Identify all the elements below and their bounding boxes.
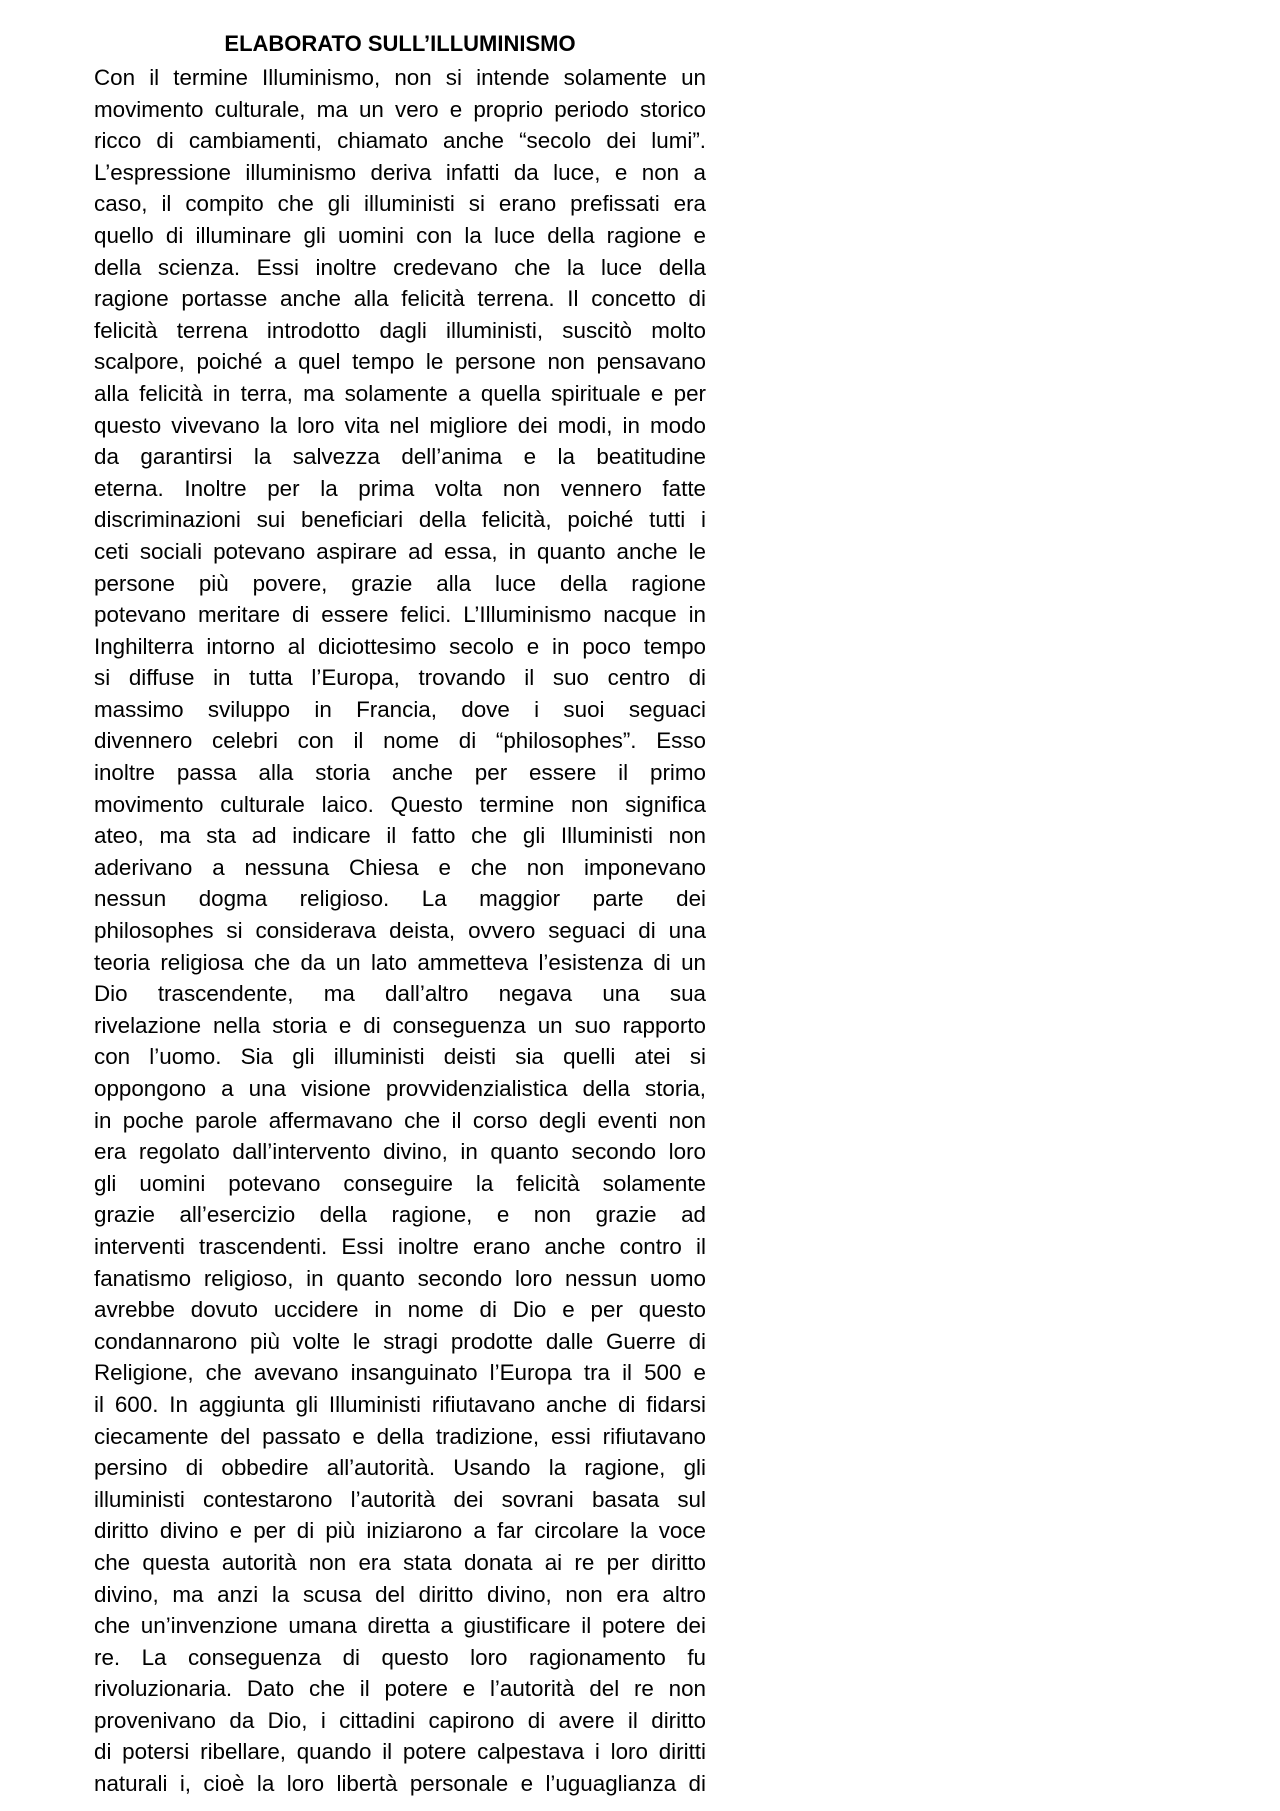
body-text-line: divennero celebri con il nome di “philosophes”. Esso: [94, 728, 706, 754]
body-text-line: movimento culturale, ma un vero e proprio periodo storico: [94, 96, 706, 122]
body-text-line: in poche parole affermavano che il corso degli eventi non: [94, 1107, 706, 1133]
body-text-line: discriminazioni sui beneficiari della felicità, poiché tutti i: [94, 507, 706, 533]
body-text-line: alla felicità in terra, ma solamente a quella spirituale e per: [94, 380, 706, 406]
body-text-line: provenivano da Dio, i cittadini capirono di avere il diritto: [94, 1707, 706, 1733]
body-text-line: grazie all’esercizio della ragione, e non grazie ad: [94, 1202, 706, 1228]
document-body: [94, 62, 706, 1800]
body-text-line: che un’invenzione umana diretta a giustificare il potere dei: [94, 1613, 706, 1639]
body-text-line: re. La conseguenza di questo loro ragionamento fu: [94, 1644, 706, 1670]
body-text-line: si diffuse in tutta l’Europa, trovando il suo centro di: [94, 665, 706, 691]
body-text-line: fanatismo religioso, in quanto secondo loro nessun uomo: [94, 1265, 706, 1291]
body-text-line: eterna. Inoltre per la prima volta non vennero fatte: [94, 475, 706, 501]
body-text-line: scalpore, poiché a quel tempo le persone non pensavano: [94, 349, 706, 375]
body-text-line: caso, il compito che gli illuministi si erano prefissati era: [94, 191, 706, 217]
body-text-line: oppongono a una visione provvidenzialistica della storia,: [94, 1076, 706, 1101]
body-text-line: persino di obbedire all’autorità. Usando la ragione, gli: [94, 1455, 706, 1481]
body-text-line: ateo, ma sta ad indicare il fatto che gli Illuministi non: [94, 823, 706, 849]
body-text-line: teoria religiosa che da un lato ammetteva l’esistenza di un: [94, 949, 706, 975]
body-text-line: condannarono più volte le stragi prodotte dalle Guerre di: [94, 1328, 706, 1354]
body-text-line: movimento culturale laico. Questo termine non significa: [94, 791, 706, 817]
body-text-line: ciecamente del passato e della tradizione, essi rifiutavano: [94, 1423, 706, 1449]
body-text-line: che questa autorità non era stata donata ai re per diritto: [94, 1549, 706, 1575]
body-text-line: questo vivevano la loro vita nel migliore dei modi, in modo: [94, 412, 706, 438]
body-text-line: era regolato dall’intervento divino, in quanto secondo loro: [94, 1139, 706, 1165]
body-text-line: potevano meritare di essere felici. L’Illuminismo nacque in: [94, 602, 706, 628]
body-text-line: Con il termine Illuminismo, non si intende solamente un: [94, 65, 706, 90]
body-text-line: con l’uomo. Sia gli illuministi deisti sia quelli atei si: [94, 1044, 706, 1070]
body-text-line: rivelazione nella storia e di conseguenza un suo rapporto: [94, 1012, 706, 1038]
body-text-line: persone più povere, grazie alla luce della ragione: [94, 570, 706, 596]
body-text-line: della scienza. Essi inoltre credevano che la luce della: [94, 254, 706, 280]
body-text-line: ceti sociali potevano aspirare ad essa, in quanto anche le: [94, 538, 706, 564]
body-text-line: quello di illuminare gli uomini con la luce della ragione e: [94, 222, 706, 248]
body-text-line: Inghilterra intorno al diciottesimo secolo e in poco tempo: [94, 633, 706, 659]
body-text-line: da garantirsi la salvezza dell’anima e la beatitudine: [94, 444, 706, 470]
body-text-line: naturali i, cioè la loro libertà personale e l’uguaglianza di: [94, 1771, 706, 1797]
body-text-line: avrebbe dovuto uccidere in nome di Dio e per questo: [94, 1297, 706, 1323]
body-text-line: inoltre passa alla storia anche per essere il primo: [94, 760, 706, 786]
body-text-line: gli uomini potevano conseguire la felicità solamente: [94, 1170, 706, 1196]
body-text-line: il 600. In aggiunta gli Illuministi rifiutavano anche di fidarsi: [94, 1391, 706, 1417]
body-text-line: rivoluzionaria. Dato che il potere e l’autorità del re non: [94, 1676, 706, 1702]
document-title: ELABORATO SULL’ILLUMINISMO: [224, 31, 576, 56]
body-text-line: ragione portasse anche alla felicità terrena. Il concetto di: [94, 286, 706, 312]
body-text-line: Dio trascendente, ma dall’altro negava una sua: [94, 981, 706, 1007]
body-text-line: L’espressione illuminismo deriva infatti da luce, e non a: [94, 159, 706, 185]
body-text-line: nessun dogma religioso. La maggior parte dei: [94, 886, 706, 912]
body-text-line: diritto divino e per di più iniziarono a far circolare la voce: [94, 1518, 706, 1544]
body-text-line: ricco di cambiamenti, chiamato anche “secolo dei lumi”.: [94, 128, 706, 154]
body-text-line: interventi trascendenti. Essi inoltre erano anche contro il: [94, 1233, 706, 1259]
body-text-line: philosophes si considerava deista, ovvero seguaci di una: [94, 918, 706, 944]
body-text-line: illuministi contestarono l’autorità dei sovrani basata sul: [94, 1486, 706, 1512]
body-text-line: aderivano a nessuna Chiesa e che non imponevano: [94, 854, 706, 880]
body-text-line: di potersi ribellare, quando il potere calpestava i loro diritti: [94, 1739, 706, 1765]
body-text-line: Religione, che avevano insanguinato l’Europa tra il 500 e: [94, 1360, 706, 1386]
body-text-line: massimo sviluppo in Francia, dove i suoi seguaci: [94, 696, 706, 722]
body-text-line: divino, ma anzi la scusa del diritto divino, non era altro: [94, 1581, 706, 1607]
body-text-line: felicità terrena introdotto dagli illuministi, suscitò molto: [94, 317, 706, 343]
